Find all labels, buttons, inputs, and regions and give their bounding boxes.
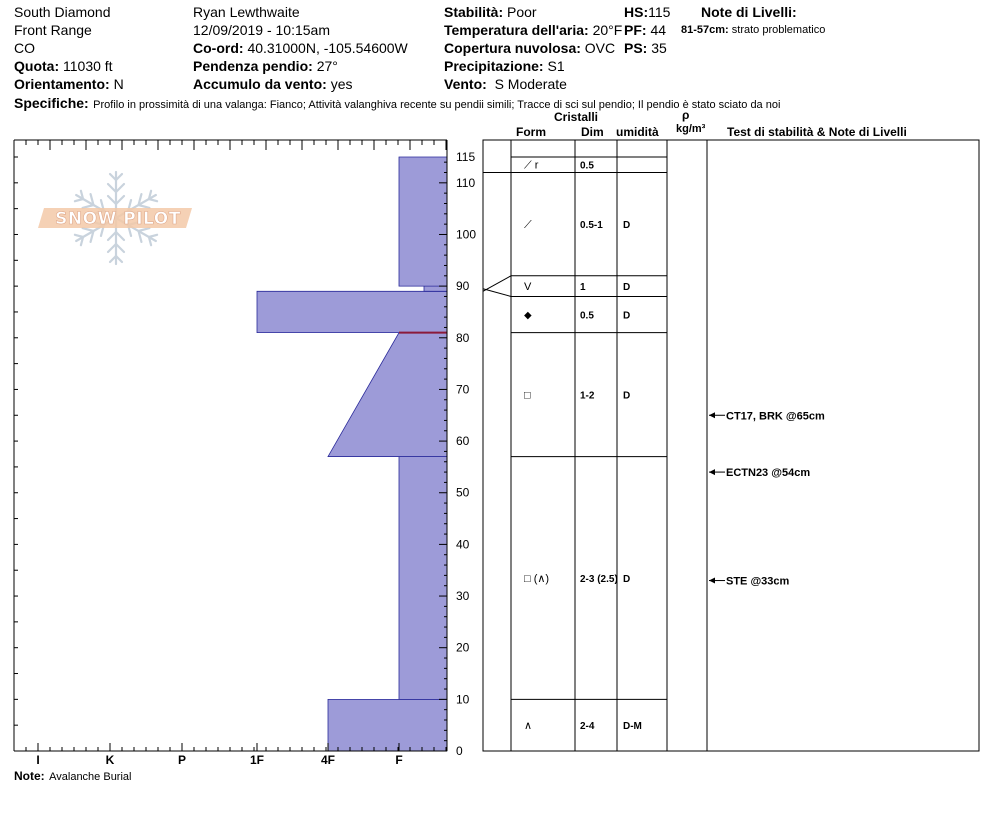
precipitazione-label: Precipitazione: bbox=[444, 58, 544, 74]
hs-value: 115 bbox=[648, 4, 671, 20]
specifiche-text: Profilo in prossimità di una valanga: Fianco; Attività valanghiva recente su pendii simili; Tracce di sci sul pendio; Il pendio è stato sciato da noi bbox=[93, 99, 781, 111]
col-form: Form bbox=[516, 125, 546, 139]
layer-form-symbol: V bbox=[524, 281, 532, 294]
pendenza-value: 27° bbox=[316, 58, 338, 74]
observer: Ryan Lewthwaite bbox=[193, 4, 300, 20]
test-arrow-head bbox=[709, 578, 715, 584]
location-line-2: Front Range bbox=[14, 22, 92, 38]
layer-dim-value: 2-3 (2.5) bbox=[580, 573, 618, 585]
stabilita-value: Poor bbox=[507, 4, 537, 20]
hardness-tick-label: K bbox=[105, 753, 115, 767]
location-line-3: CO bbox=[14, 40, 35, 56]
depth-tick-label: 20 bbox=[456, 640, 470, 655]
hardness-tick-label: I bbox=[36, 753, 40, 767]
depth-tick-label: 80 bbox=[456, 330, 470, 345]
depth-tick-label: 10 bbox=[456, 692, 470, 707]
layer-form-symbol: ⟋ bbox=[524, 219, 532, 232]
temperatura-value: 20°F bbox=[592, 22, 623, 38]
pf-value: 44 bbox=[650, 22, 667, 38]
depth-tick-label: 100 bbox=[456, 227, 477, 242]
layer-dim-value: 1 bbox=[580, 282, 586, 294]
test-arrow-head bbox=[709, 469, 715, 475]
layer-dim-value: 1-2 bbox=[580, 390, 595, 402]
temperatura-label: Temperatura dell'aria: bbox=[444, 22, 589, 38]
pendenza-label: Pendenza pendio: bbox=[193, 58, 313, 74]
hardness-segment bbox=[257, 291, 447, 332]
copertura-value: OVC bbox=[584, 40, 616, 56]
layer-form-symbol: ∧ bbox=[524, 720, 533, 733]
depth-tick-label: 110 bbox=[456, 175, 476, 190]
hardness-tick-label: 1F bbox=[249, 753, 265, 767]
layer-dim-value: 0.5-1 bbox=[580, 220, 603, 232]
depth-tick-label: 0 bbox=[456, 744, 463, 758]
layer-form-symbol: ⬥ bbox=[524, 309, 532, 322]
specifiche-label: Specifiche: bbox=[14, 95, 89, 111]
layer-wet-value: D bbox=[623, 220, 631, 232]
depth-tick-label: 30 bbox=[456, 589, 470, 604]
hardness-segment bbox=[328, 333, 447, 457]
footer-note-text: Avalanche Burial bbox=[49, 771, 132, 783]
depth-tick-label: 70 bbox=[456, 382, 470, 397]
depth-tick-label: 115 bbox=[456, 150, 476, 164]
layer-table-frame bbox=[483, 140, 979, 751]
hardness-tick-label: P bbox=[177, 753, 187, 767]
vento-value: S Moderate bbox=[494, 76, 567, 92]
precipitazione-value: S1 bbox=[547, 58, 565, 74]
layer-form-symbol: □ (∧) bbox=[524, 572, 550, 585]
note-livelli-label: Note di Livelli: bbox=[701, 4, 797, 20]
pf-label: PF: bbox=[624, 22, 647, 38]
connector-line bbox=[483, 276, 511, 291]
layer-wet-value: D bbox=[623, 390, 631, 402]
test-label: CT17, BRK @65cm bbox=[726, 410, 825, 423]
stabilita-label: Stabilità: bbox=[444, 4, 504, 20]
hardness-profile bbox=[257, 157, 447, 751]
col-rho: ρ bbox=[682, 108, 690, 122]
ps-value: 35 bbox=[651, 40, 667, 56]
depth-tick-label: 90 bbox=[456, 279, 470, 294]
orientamento-label: Orientamento: bbox=[14, 76, 110, 92]
layer-dim-value: 0.5 bbox=[580, 310, 594, 322]
vento-label: Vento: bbox=[444, 76, 487, 92]
layer-wet-value: D bbox=[623, 310, 631, 322]
note-livelli-text: strato problematico bbox=[731, 24, 826, 36]
datetime: 12/09/2019 - 10:15am bbox=[193, 22, 330, 38]
depth-tick-label: 60 bbox=[456, 434, 470, 449]
layer-wet-value: D bbox=[623, 282, 631, 294]
col-umidita: umidità bbox=[616, 125, 659, 139]
hardness-segment bbox=[399, 157, 447, 286]
copertura-label: Copertura nuvolosa: bbox=[444, 40, 581, 56]
test-label: ECTN23 @54cm bbox=[726, 467, 811, 480]
depth-tick-label: 40 bbox=[456, 537, 470, 552]
layer-dim-value: 2-4 bbox=[580, 721, 595, 733]
quota-value: 11030 ft bbox=[63, 58, 113, 74]
quota-label: Quota: bbox=[14, 58, 60, 74]
hardness-segment bbox=[328, 699, 447, 751]
hardness-tick-label: F bbox=[395, 753, 403, 767]
col-density-unit: kg/m³ bbox=[676, 123, 706, 135]
accumulo-label: Accumulo da vento: bbox=[193, 76, 327, 92]
location-line-1: South Diamond bbox=[14, 4, 111, 20]
hs-label: HS: bbox=[624, 4, 649, 20]
note-livelli-range: 81-57cm: bbox=[681, 24, 729, 36]
col-test: Test di stabilità & Note di Livelli bbox=[727, 125, 907, 139]
connector-line bbox=[483, 289, 511, 297]
hardness-segment bbox=[424, 286, 447, 291]
accumulo-value: yes bbox=[330, 76, 353, 92]
layer-form-symbol: □ bbox=[524, 389, 531, 402]
test-label: STE @33cm bbox=[726, 575, 790, 588]
footer-note-label: Note: bbox=[14, 769, 45, 783]
hardness-tick-label: 4F bbox=[320, 753, 336, 767]
logo-text: SNOW PILOT bbox=[55, 209, 181, 229]
layer-form-symbol: ⟋ r bbox=[524, 159, 539, 172]
layer-wet-value: D-M bbox=[623, 721, 642, 733]
depth-tick-label: 50 bbox=[456, 485, 470, 500]
chart-frames bbox=[14, 140, 979, 751]
ps-label: PS: bbox=[624, 40, 648, 56]
test-arrow-head bbox=[709, 412, 715, 418]
col-cristalli: Cristalli bbox=[554, 110, 599, 124]
coord-value: 40.31000N, -105.54600W bbox=[247, 40, 408, 56]
layer-dim-value: 0.5 bbox=[580, 160, 594, 172]
coord-label: Co-ord: bbox=[193, 40, 244, 56]
col-dim: Dim bbox=[581, 125, 604, 139]
orientamento-value: N bbox=[113, 76, 124, 92]
layer-wet-value: D bbox=[623, 573, 631, 585]
